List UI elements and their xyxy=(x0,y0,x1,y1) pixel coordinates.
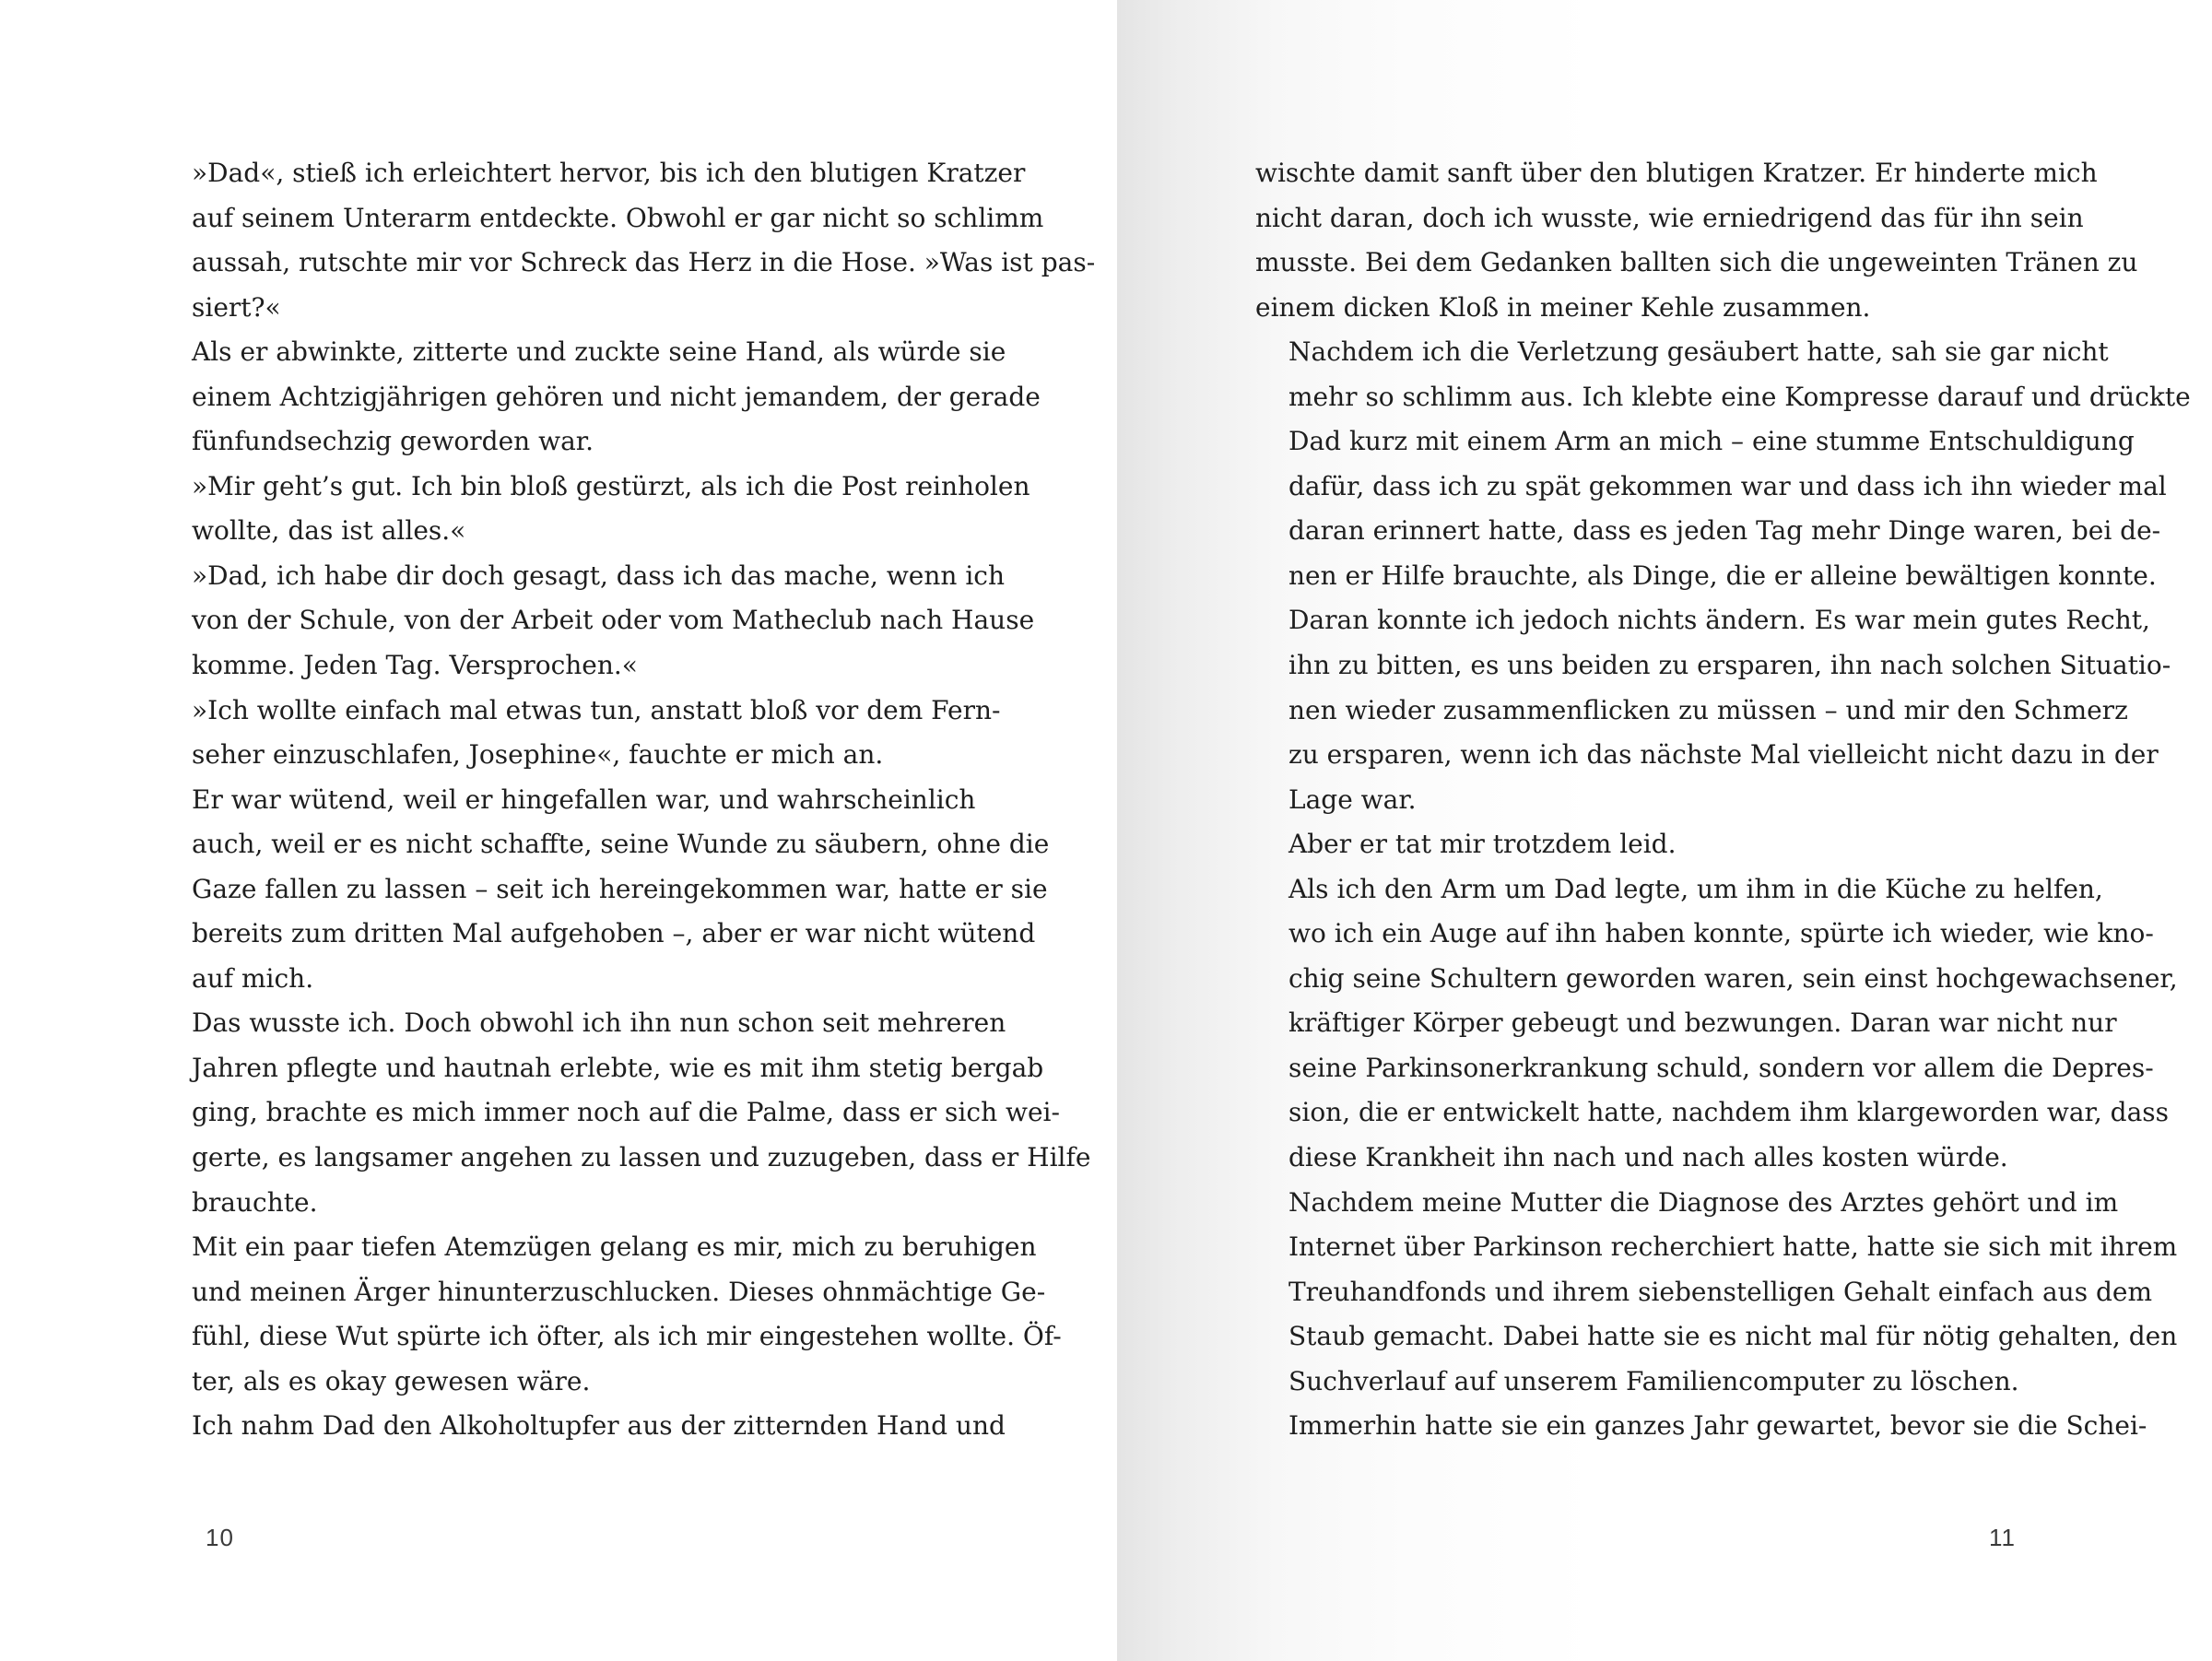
text-line: siert?« xyxy=(192,291,281,323)
text-line: »Ich wollte einfach mal etwas tun, anstatt bloß vor dem Fern- xyxy=(192,694,1001,725)
page-number-left: 10 xyxy=(206,1524,234,1551)
text-line: ter, als es okay gewesen wäre. xyxy=(192,1365,591,1396)
text-line: gerte, es langsamer angehen zu lassen und zuzugeben, dass er Hilfe xyxy=(192,1142,1091,1173)
text-line: von der Schule, von der Arbeit oder vom Matheclub nach Hause xyxy=(192,605,1035,636)
text-line: Aber er tat mir trotzdem leid. xyxy=(1288,829,1677,860)
text-line: ihn zu bitten, es uns beiden zu ersparen, ihn nach solchen Situatio- xyxy=(1288,650,2171,681)
text-line: dafür, dass ich zu spät gekommen war und dass ich ihn wieder mal xyxy=(1288,470,2167,501)
text-line: zu ersparen, wenn ich das nächste Mal vielleicht nicht dazu in der xyxy=(1288,739,2159,771)
text-line: Immerhin hatte sie ein ganzes Jahr gewartet, bevor sie die Schei- xyxy=(1288,1410,2147,1442)
paragraph xyxy=(1255,1181,2178,1405)
paragraph xyxy=(159,1404,1006,1449)
paragraph xyxy=(1255,151,2138,330)
paragraph xyxy=(159,1225,1062,1404)
text-line: auf seinem Unterarm entdeckte. Obwohl er gar nicht so schlimm xyxy=(192,202,1044,233)
text-line: Als ich den Arm um Dad legte, um ihm in die Küche zu helfen, xyxy=(1288,873,2103,904)
text-line: sion, die er entwickelt hatte, nachdem ihm klargeworden war, dass xyxy=(1288,1097,2170,1128)
text-line: einem Achtzigjährigen gehören und nicht jemandem, der gerade xyxy=(192,381,1041,412)
text-line: nicht daran, doch ich wusste, wie erniedrigend das für ihn sein xyxy=(1255,202,2084,233)
text-line: Suchverlauf auf unserem Familiencomputer zu löschen. xyxy=(1288,1365,2019,1396)
text-line: komme. Jeden Tag. Versprochen.« xyxy=(192,650,638,681)
text-line: wo ich ein Auge auf ihn haben konnte, spürte ich wieder, wie kno- xyxy=(1288,918,2154,949)
text-line: Jahren pflegte und hautnah erlebte, wie es mit ihm stetig bergab xyxy=(192,1052,1044,1083)
text-line: brauchte. xyxy=(192,1186,318,1218)
paragraph xyxy=(159,330,1041,465)
paragraph xyxy=(159,151,1096,330)
text-line: Daran konnte ich jedoch nichts ändern. Es war mein gutes Recht, xyxy=(1288,605,2150,636)
text-line: seher einzuschlafen, Josephine«, fauchte er mich an. xyxy=(192,739,884,771)
text-line: Er war wütend, weil er hingefallen war, und wahrscheinlich xyxy=(192,783,976,815)
text-line: auch, weil er es nicht schaffte, seine Wunde zu säubern, ohne die xyxy=(192,829,1050,860)
right-page xyxy=(1117,0,2212,1661)
text-line: Das wusste ich. Doch obwohl ich ihn nun schon seit mehreren xyxy=(192,1007,1006,1039)
text-line: nen wieder zusammenflicken zu müssen – und mir den Schmerz xyxy=(1288,694,2128,725)
text-line: Dad kurz mit einem Arm an mich – eine stumme Entschuldigung xyxy=(1288,426,2135,457)
text-line: auf mich. xyxy=(192,962,314,994)
text-line: kräftiger Körper gebeugt und bezwungen. Daran war nicht nur xyxy=(1288,1007,2117,1039)
right-page-text xyxy=(1255,151,2191,1449)
paragraph xyxy=(1255,330,2191,598)
text-line: fünfundsechzig geworden war. xyxy=(192,426,594,457)
text-line: diese Krankheit ihn nach und nach alles kosten würde. xyxy=(1288,1142,2008,1173)
paragraph xyxy=(1255,822,2066,867)
text-line: chig seine Schultern geworden waren, sein einst hochgewachsener, xyxy=(1288,962,2178,994)
text-line: wischte damit sanft über den blutigen Kratzer. Er hinderte mich xyxy=(1255,158,2098,188)
text-line: Mit ein paar tiefen Atemzügen gelang es mir, mich zu beruhigen xyxy=(192,1231,1037,1263)
paragraph xyxy=(159,689,1001,778)
text-line: nen er Hilfe brauchte, als Dinge, die er alleine bewältigen konnte. xyxy=(1288,560,2157,591)
paragraph xyxy=(159,778,1050,1002)
text-line: musste. Bei dem Gedanken ballten sich die ungeweinten Tränen zu xyxy=(1255,247,2138,278)
text-line: Als er abwinkte, zitterte und zuckte seine Hand, als würde sie xyxy=(192,336,1006,368)
text-line: bereits zum dritten Mal aufgehoben –, aber er war nicht wütend xyxy=(192,918,1036,949)
text-line: Gaze fallen zu lassen – seit ich hereingekommen war, hatte er sie xyxy=(192,873,1048,904)
text-line: Treuhandfonds und ihrem siebenstelligen Gehalt einfach aus dem xyxy=(1288,1276,2153,1307)
text-line: Ich nahm Dad den Alkoholtupfer aus der zitternden Hand und xyxy=(192,1410,1006,1442)
paragraph xyxy=(159,554,1035,689)
text-line: Internet über Parkinson recherchiert hatte, hatte sie sich mit ihrem xyxy=(1288,1231,2178,1263)
text-line: Nachdem ich die Verletzung gesäubert hatte, sah sie gar nicht xyxy=(1288,336,2109,368)
paragraph xyxy=(159,1001,1091,1225)
text-line: fühl, diese Wut spürte ich öfter, als ich mir eingestehen wollte. Öf- xyxy=(192,1321,1062,1352)
text-line: aussah, rutschte mir vor Schreck das Herz in die Hose. »Was ist pas- xyxy=(192,247,1096,278)
paragraph xyxy=(1255,598,2171,822)
text-line: »Dad, ich habe dir doch gesagt, dass ich das mache, wenn ich xyxy=(192,560,1005,591)
left-page-text xyxy=(159,151,1096,1449)
text-line: »Mir geht’s gut. Ich bin bloß gestürzt, als ich die Post reinholen xyxy=(192,470,1030,501)
paragraph xyxy=(159,465,1030,554)
paragraph xyxy=(1255,1404,2147,1449)
text-line: Nachdem meine Mutter die Diagnose des Arztes gehört und im xyxy=(1288,1186,2119,1218)
text-line: »Dad«, stieß ich erleichtert hervor, bis ich den blutigen Kratzer xyxy=(192,158,1026,188)
text-line: ging, brachte es mich immer noch auf die Palme, dass er sich wei- xyxy=(192,1097,1060,1128)
text-line: seine Parkinsonerkrankung schuld, sondern vor allem die Depres- xyxy=(1288,1052,2154,1083)
text-line: mehr so schlimm aus. Ich klebte eine Kompresse darauf und drückte xyxy=(1288,381,2191,412)
text-line: Lage war. xyxy=(1288,783,1417,815)
text-line: und meinen Ärger hinunterzuschlucken. Dieses ohnmächtige Ge- xyxy=(192,1276,1046,1307)
text-line: Staub gemacht. Dabei hatte sie es nicht mal für nötig gehalten, den xyxy=(1288,1321,2178,1352)
paragraph xyxy=(1255,867,2178,1181)
text-line: daran erinnert hatte, dass es jeden Tag mehr Dinge waren, bei de- xyxy=(1288,515,2161,547)
text-line: wollte, das ist alles.« xyxy=(192,515,466,547)
page-number-right: 11 xyxy=(1989,1524,2016,1551)
text-line: einem dicken Kloß in meiner Kehle zusammen. xyxy=(1255,291,1871,323)
